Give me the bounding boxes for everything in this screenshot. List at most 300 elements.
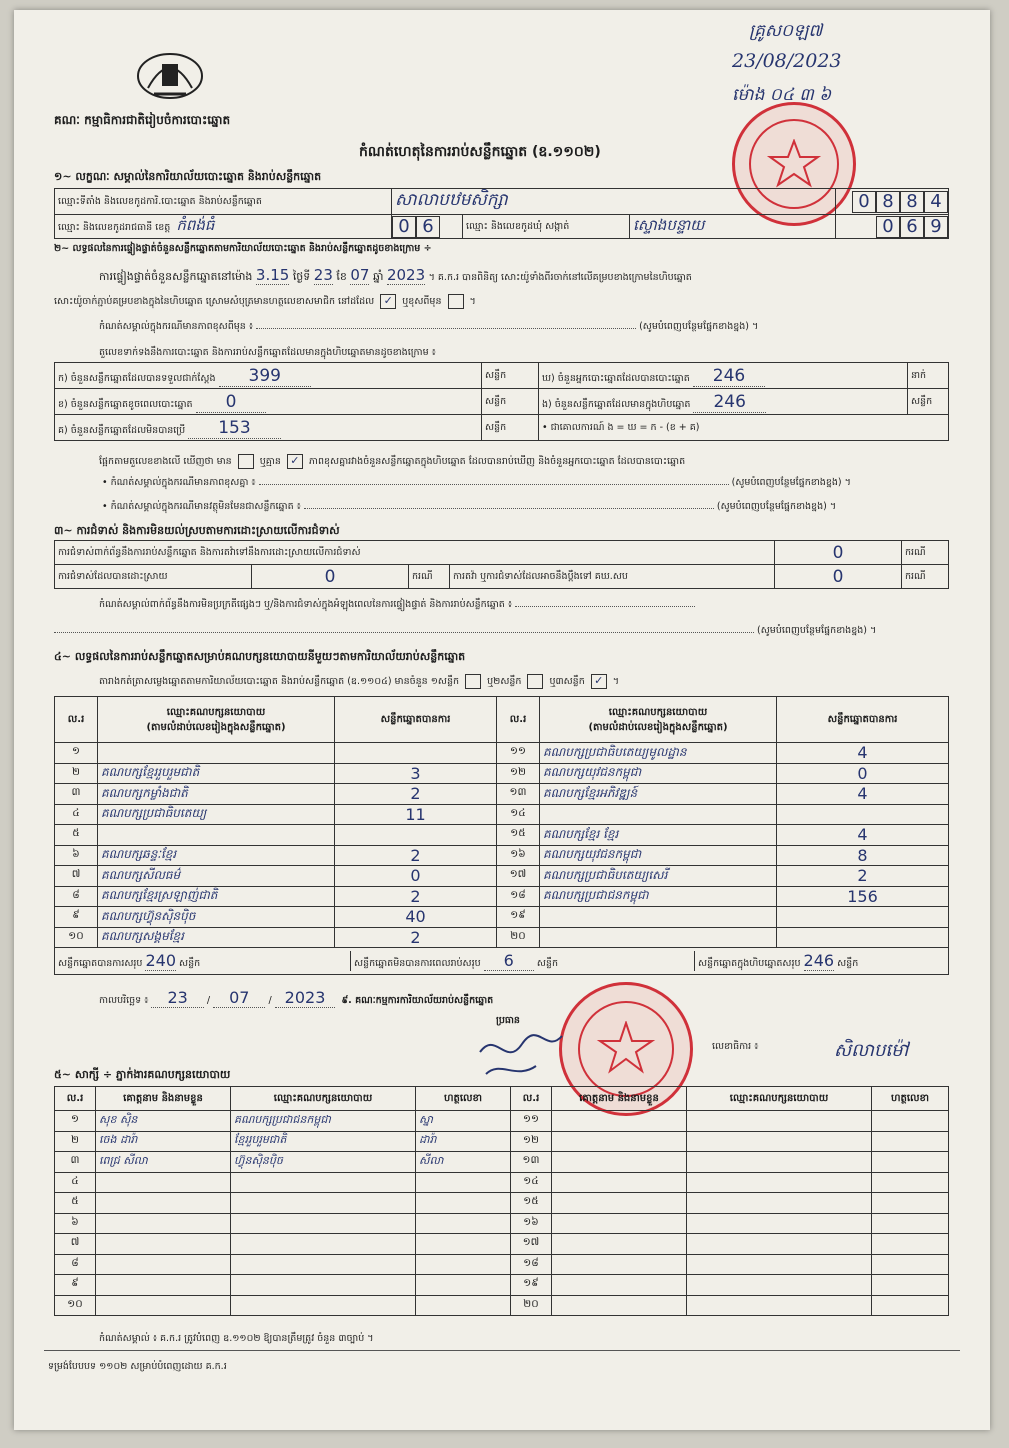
objections-value: 0 <box>775 541 902 565</box>
province-value: កំពង់ធំ <box>176 215 215 234</box>
result-votes <box>335 825 497 846</box>
result-row <box>55 763 949 784</box>
results-body <box>55 743 949 948</box>
station-code-digit: 8 <box>876 191 900 213</box>
agent-name <box>552 1254 687 1275</box>
agent-no: ៥ <box>55 1193 96 1214</box>
total-valid-label: សន្លឹកឆ្នោតបានការសរុប <box>58 958 143 969</box>
agent-no: ១៧ <box>511 1234 552 1255</box>
agent-signature <box>872 1213 949 1234</box>
irregularity-line-2 <box>54 624 954 638</box>
result-row <box>55 866 949 887</box>
col-votes: សន្លឹកឆ្នោតបានការ <box>335 697 497 743</box>
agent-name <box>552 1131 687 1152</box>
formula: • ជាគោលការណ៍ ង = ឃ = ក - (ខ + គ) <box>539 415 949 441</box>
agent-name: ពេជ្រ សីលា <box>96 1152 231 1173</box>
agent-signature <box>872 1295 949 1316</box>
signing-committee-label: ៩. គណៈកម្មការការិយាល័យរាប់សន្លឹកឆ្នោត <box>341 995 494 1006</box>
col-sign: ហត្ថលេខា <box>872 1087 949 1111</box>
agent-name <box>552 1172 687 1193</box>
col-no: ល.រ <box>497 697 540 743</box>
agent-row <box>55 1131 949 1152</box>
total-invalid-cell <box>351 951 695 971</box>
agent-no: ១៦ <box>511 1213 552 1234</box>
in-box-value: 246 <box>693 392 765 413</box>
result-votes: 2 <box>335 927 497 948</box>
result-votes <box>777 927 949 948</box>
date-line: កាលបរិច្ឆេទ ៖ 23 / 07 / 2023 ៩. គណៈកម្មការការិយាល័យរាប់សន្លឹកឆ្នោត <box>99 988 494 1007</box>
tally-sheet-line: តារាងកត់ត្រាសម្លេងឆ្នោតតាមការិយាល័យបោះឆ្នោត និងរាប់សន្លឹកឆ្នោត (ឧ.១១០៤) មានចំនួន ១សន្លឹក ឬ២សន្លឹក ឬ៣សន្លឹក ✓ ។ <box>99 674 620 687</box>
formula-text: ជាគោលការណ៍ ង = ឃ = ក - (ខ + គ) <box>550 421 700 433</box>
commune-label: ឈ្មោះ និងលេខកូដឃុំ សង្កាត់ <box>463 215 630 239</box>
col-party-title: ឈ្មោះគណបក្សនយោបាយ <box>166 706 266 718</box>
footer-text: ទម្រង់បែបបទ ១១០២ សម្រាប់បំពេញដោយ គ.ក.រ <box>48 1361 227 1372</box>
difference-note-label: កំណត់សម្គាល់ក្នុងករណីមានភាពខុសពីមុន ៖ <box>99 321 254 332</box>
result-votes: 4 <box>777 784 949 805</box>
result-no: ៤ <box>55 804 98 825</box>
result-party <box>540 907 777 928</box>
result-party: គណបក្សកម្លាំងជាតិ <box>98 784 335 805</box>
result-party: គណបក្សសង្គមខ្មែរ <box>98 927 335 948</box>
agent-signature: ដារ៉ា <box>416 1131 511 1152</box>
difference-bullet-label: • កំណត់សម្គាល់ក្នុងករណីមានភាពខុសគ្នា ៖ <box>102 477 256 488</box>
case-unit: ករណី <box>902 565 949 589</box>
foreign-object-bullet <box>102 500 952 514</box>
in-box-label: ង) ចំនួនសន្លឹកឆ្នោតដែលមានក្នុងហិបឆ្នោត <box>542 398 691 410</box>
agent-party: ហ៊្វុនស៊ិនប៉ិច <box>231 1152 416 1173</box>
resolved-label: ការជំទាស់ដែលបានដោះស្រាយ <box>55 565 252 589</box>
agent-party <box>687 1193 872 1214</box>
agent-no: ១១ <box>511 1111 552 1132</box>
result-party: គណបក្សប្រជាជនកម្ពុជា <box>540 886 777 907</box>
result-no: ១០ <box>55 927 98 948</box>
commune-code <box>836 215 949 239</box>
case-unit: ករណី <box>902 541 949 565</box>
voters-value: 246 <box>693 366 765 387</box>
tally-sheet-text: តារាងកត់ត្រាសម្លេងឆ្នោតតាមការិយាល័យបោះឆ្នោត និងរាប់សន្លឹកឆ្នោត (ឧ.១១០៤) មានចំនួន ១សន្លឹក <box>99 676 460 687</box>
station-code <box>836 189 949 215</box>
total-valid-value: 240 <box>145 951 177 970</box>
seal-changed-label: ឬខុសពីមុន <box>402 296 442 307</box>
commune-code-digit: 9 <box>924 216 948 238</box>
agent-signature <box>872 1172 949 1193</box>
agent-name <box>96 1275 231 1296</box>
foreign-object-label: • កំណត់សម្គាល់ក្នុងករណីមានវត្ថុមិនមែនជាសន្លឹកឆ្នោត ៖ <box>102 501 301 512</box>
receipt-time: ម៉ោង ០៤ ៣ ៦ <box>732 85 832 105</box>
difference-note-line <box>99 320 959 334</box>
result-no: ៨ <box>55 886 98 907</box>
agent-no: ៦ <box>55 1213 96 1234</box>
agent-name <box>552 1295 687 1316</box>
verify-day-label: ថ្ងៃទី <box>292 270 311 283</box>
verify-line-1-rest: ។ គ.ក.រ បានពិនិត្យ សោះយ៉ូទាំងពីរចាក់នៅលើគម្របខាងក្រោមនៃហិបឆ្នោត <box>428 272 692 283</box>
result-party <box>540 804 777 825</box>
result-no: ៩ <box>55 907 98 928</box>
voters-label: ឃ) ចំនួនអ្នកបោះឆ្នោតដែលបានបោះឆ្នោត <box>542 372 690 384</box>
result-party <box>98 825 335 846</box>
agents-table <box>54 1086 949 1316</box>
col-votes: សន្លឹកឆ្នោតបានការ <box>777 697 949 743</box>
agent-party <box>687 1275 872 1296</box>
result-row <box>55 825 949 846</box>
result-party <box>98 743 335 764</box>
discrepancy-text: ភាពខុសគ្នារវាងចំនួនសន្លឹកឆ្នោតក្នុងហិបឆ្នោត ដែលបានរាប់ឃើញ និងចំនួនអ្នកបោះឆ្នោត ដែលបានបោះឆ្នោត <box>308 456 686 467</box>
agent-no: ១៩ <box>511 1275 552 1296</box>
totals-row <box>55 948 949 975</box>
chair-signature <box>476 1024 566 1084</box>
result-votes: 2 <box>335 886 497 907</box>
agent-party <box>687 1234 872 1255</box>
result-party: គណបក្សយុវជនកម្ពុជា <box>540 845 777 866</box>
unused-value: 153 <box>188 418 280 439</box>
seal-same-checkbox[interactable]: ✓ <box>380 294 396 309</box>
agent-no: ១៣ <box>511 1152 552 1173</box>
result-row <box>55 886 949 907</box>
province-code-digit: 6 <box>416 216 440 238</box>
date-label: កាលបរិច្ឆេទ ៖ <box>99 995 149 1006</box>
agent-signature <box>872 1234 949 1255</box>
fill-back-note: (សូមបំពេញបន្ថែមផ្នែកខាងខ្នង) ។ <box>731 477 851 488</box>
agent-party <box>231 1295 416 1316</box>
result-party: គណបក្សយុវជនកម្ពុជា <box>540 763 777 784</box>
agent-name <box>96 1213 231 1234</box>
sheets-2-label: ឬ២សន្លឹក <box>487 676 522 687</box>
agent-no: ៧ <box>55 1234 96 1255</box>
result-row <box>55 845 949 866</box>
copies-note: កំណត់សម្គាល់ ៖ គ.ក.រ ត្រូវបំពេញ ឧ.១១០២ ឱ្យបានត្រឹមត្រូវ ចំនួន ៣ច្បាប់ ។ <box>99 1333 374 1344</box>
agent-name <box>552 1152 687 1173</box>
result-no: ៧ <box>55 866 98 887</box>
total-box-cell <box>695 951 948 971</box>
result-row <box>55 907 949 928</box>
agent-no: ៤ <box>55 1172 96 1193</box>
result-votes: 3 <box>335 763 497 784</box>
result-party: គណបក្សសីលធម៌ <box>98 866 335 887</box>
result-no: ១៧ <box>497 866 540 887</box>
verify-time-label: ការផ្ទៀងផ្ទាត់ចំនួនសន្លឹកឆ្នោតនៅម៉ោង <box>99 270 253 283</box>
station-name-value: សាលាបឋមសិក្សា <box>392 189 836 215</box>
agent-party <box>231 1254 416 1275</box>
case-unit: ករណី <box>409 565 450 589</box>
agent-name: ចេង ដារ៉ា <box>96 1131 231 1152</box>
col-name: គោត្តនាម និងនាមខ្លួន <box>96 1087 231 1111</box>
seal-text: សោះយ៉ូចាក់ភ្ជាប់គម្របខាងក្នុងនៃហិបឆ្នោត ស្រោមសំបុត្រមានហត្ថលេខាសមាជិក នៅដដែល <box>54 296 375 307</box>
result-no: ១៥ <box>497 825 540 846</box>
date-month: 07 <box>213 988 265 1008</box>
seal-changed-checkbox[interactable] <box>448 294 464 309</box>
result-no: ២០ <box>497 927 540 948</box>
result-votes <box>777 804 949 825</box>
result-party: គណបក្សហ៊្វុនស៊ិនប៉ិច <box>98 907 335 928</box>
figures-intro: តួលេខទាក់ទងនឹងការបោះឆ្នោត និងការរាប់សន្លឹកឆ្នោតដែលមានក្នុងហិបឆ្នោតមានដូចខាងក្រោម ៖ <box>99 347 436 358</box>
agent-signature <box>872 1111 949 1132</box>
verify-month-label: ខែ <box>336 270 347 283</box>
fill-back-note: (សូមបំពេញបន្ថែមផ្នែកខាងខ្នង) ។ <box>716 501 837 512</box>
agent-signature <box>872 1275 949 1296</box>
result-votes: 4 <box>777 825 949 846</box>
total-box-label: សន្លឹកឆ្នោតក្នុងហិបឆ្នោតសរុប <box>698 958 801 969</box>
agent-row <box>55 1111 949 1132</box>
agent-name <box>96 1254 231 1275</box>
unit-cell: សន្លឹក <box>482 389 539 415</box>
result-row <box>55 784 949 805</box>
agent-name <box>552 1213 687 1234</box>
agent-party <box>231 1234 416 1255</box>
agent-name <box>96 1295 231 1316</box>
verify-year: 2023 <box>386 266 426 284</box>
section5-heading: ៥~ សាក្សី ÷ ភ្នាក់ងារគណបក្សនយោបាយ <box>54 1068 231 1081</box>
commune-value: ស្ទោងបន្ទាយ <box>630 215 836 239</box>
verification-line-1 <box>99 266 959 286</box>
receipt-line-1: គ្រូស០ឡ៧ <box>749 21 823 41</box>
result-votes: 11 <box>335 804 497 825</box>
irregularity-note <box>99 598 959 612</box>
result-row <box>55 927 949 948</box>
result-no: ៥ <box>55 825 98 846</box>
date-year: 2023 <box>275 988 336 1008</box>
secretary-label: លេខាធិការ ៖ <box>712 1041 759 1052</box>
ballot-figures-table <box>54 362 949 441</box>
agent-party <box>687 1152 872 1173</box>
agent-no: ២០ <box>511 1295 552 1316</box>
agent-no: ៨ <box>55 1254 96 1275</box>
result-no: ២ <box>55 763 98 784</box>
agent-party <box>687 1131 872 1152</box>
agent-signature <box>416 1234 511 1255</box>
result-no: ១៣ <box>497 784 540 805</box>
difference-bullet <box>102 476 952 490</box>
nec-emblem-icon <box>134 44 206 104</box>
stamp-emblem-icon <box>594 1021 658 1075</box>
org-name: គណៈ កម្មាធិការជាតិរៀបចំការបោះឆ្នោត <box>54 113 231 127</box>
station-code-digit: 0 <box>852 191 876 213</box>
agent-signature <box>416 1213 511 1234</box>
unit-cell: សន្លឹក <box>482 415 539 441</box>
result-party: គណបក្សឆន្ទៈខ្មែរ <box>98 845 335 866</box>
result-no: ១៩ <box>497 907 540 928</box>
total-invalid-label: សន្លឹកឆ្នោតមិនបានការពេលរាប់សរុប <box>354 958 481 969</box>
station-table <box>54 188 949 239</box>
spoiled-row <box>55 389 482 415</box>
fill-back-note: (សូមបំពេញបន្ថែមផ្នែកខាងខ្នង) ។ <box>757 625 877 636</box>
agent-name <box>96 1172 231 1193</box>
unit-cell: សន្លឹក <box>536 958 558 969</box>
verify-time: 3.15 <box>255 266 290 284</box>
received-value: 399 <box>219 366 311 387</box>
station-code-digit: 8 <box>900 191 924 213</box>
appeal-label: ការតវ៉ា ឬការជំទាស់ដែលអាចនឹងប្តឹងទៅ គឃ.សប <box>450 565 775 589</box>
secretary-signature: សិលាបម៉ៅ <box>834 1040 909 1061</box>
agent-signature <box>416 1254 511 1275</box>
total-box-value: 246 <box>803 951 835 970</box>
result-votes <box>777 907 949 928</box>
result-votes: 4 <box>777 743 949 764</box>
agent-no: ២ <box>55 1131 96 1152</box>
section3-heading: ៣~ ការជំទាស់ និងការមិនយល់ស្របតាមការដោះស្រាយលើការជំទាស់ <box>54 524 340 537</box>
spoiled-value: 0 <box>196 392 267 413</box>
agent-row <box>55 1172 949 1193</box>
col-no: ល.រ <box>55 697 98 743</box>
result-party: គណបក្សប្រជាធិបតេយ្យសេរី <box>540 866 777 887</box>
province-label-text: ឈ្មោះ និងលេខកូដរាជធានី ខេត្ត <box>58 221 171 233</box>
commune-code-digit: 6 <box>900 216 924 238</box>
col-no: ល.រ <box>55 1087 96 1111</box>
sheets-1-checkbox[interactable] <box>465 674 481 689</box>
result-no: ៣ <box>55 784 98 805</box>
agent-row <box>55 1213 949 1234</box>
agent-name <box>552 1193 687 1214</box>
agent-party <box>687 1213 872 1234</box>
discrepancy-no-label: ឬគ្មាន <box>259 456 281 467</box>
section2-heading: ២~ លទ្ធផលនៃការផ្ទៀងផ្ទាត់ចំនួនសន្លឹកឆ្នោតតាមការិយាល័យបោះឆ្នោត និងរាប់សន្លឹកឆ្នោតដូចខាងក្រោម ÷ <box>54 243 432 254</box>
col-party: ឈ្មោះគណបក្សនយោបាយ <box>231 1087 416 1111</box>
result-row <box>55 743 949 764</box>
unused-row <box>55 415 482 441</box>
agent-signature <box>872 1152 949 1173</box>
sheets-2-checkbox[interactable] <box>527 674 543 689</box>
col-party-title: ឈ្មោះគណបក្សនយោបាយ <box>608 706 708 718</box>
objections-table <box>54 540 949 589</box>
agent-signature <box>416 1172 511 1193</box>
result-votes: 8 <box>777 845 949 866</box>
agent-party: គណបក្សប្រជាជនកម្ពុជា <box>231 1111 416 1132</box>
results-table <box>54 696 949 975</box>
form-title: កំណត់ហេតុនៃការរាប់សន្លឹកឆ្នោត (ឧ.១១០២) <box>359 144 601 160</box>
result-no: ១៤ <box>497 804 540 825</box>
station-code-digit: 4 <box>924 191 948 213</box>
section4-heading: ៤~ លទ្ធផលនៃការរាប់សន្លឹកឆ្នោតសម្រាប់គណបក្សនយោបាយនីមួយៗតាមការិយាល័យរាប់សន្លឹកឆ្នោត <box>54 650 466 663</box>
fill-back-note: (សូមបំពេញបន្ថែមផ្នែកខាងខ្នង) ។ <box>639 321 759 332</box>
agent-name <box>96 1193 231 1214</box>
result-no: ៦ <box>55 845 98 866</box>
appeal-value: 0 <box>775 565 902 589</box>
agent-no: ១៨ <box>511 1254 552 1275</box>
result-no: ១ <box>55 743 98 764</box>
agent-party: ខ្មែររួបរួមជាតិ <box>231 1131 416 1152</box>
chair-label: ប្រធាន <box>496 1015 520 1026</box>
agent-no: ៩ <box>55 1275 96 1296</box>
agent-signature <box>872 1254 949 1275</box>
result-party: គណបក្សប្រជាធិបតេយ្យ <box>98 804 335 825</box>
commune-code-digit: 0 <box>876 216 900 238</box>
province-code <box>392 215 463 239</box>
verify-year-label: ឆ្នាំ <box>372 270 384 283</box>
unused-label: គ) ចំនួនសន្លឹកឆ្នោតដែលមិនបានប្រើ <box>58 424 186 436</box>
col-name: គោត្តនាម និងនាមខ្លួន <box>552 1087 687 1111</box>
spoiled-label: ខ) ចំនួនសន្លឹកឆ្នោតខូចពេលបោះឆ្នោត <box>58 398 193 410</box>
sheets-3-label: ឬ៣សន្លឹក <box>549 676 585 687</box>
agents-body <box>55 1111 949 1316</box>
result-votes <box>335 743 497 764</box>
agent-party <box>687 1111 872 1132</box>
agent-no: ១៥ <box>511 1193 552 1214</box>
col-party: ឈ្មោះគណបក្សនយោបាយ <box>687 1087 872 1111</box>
col-party-sub: (តាមលំដាប់លេខរៀងក្នុងសន្លឹកឆ្នោត) <box>588 721 728 733</box>
verification-line-2: សោះយ៉ូចាក់ភ្ជាប់គម្របខាងក្នុងនៃហិបឆ្នោត ស្រោមសំបុត្រមានហត្ថលេខាសមាជិក នៅដដែល ✓ ឬខុសពីមុន ។ <box>54 294 476 307</box>
voters-row <box>539 363 908 389</box>
discrepancy-label: ផ្អែកតាមតួលេខខាងលើ ឃើញថា មាន <box>99 456 232 467</box>
irregularity-label: កំណត់សម្គាល់ពាក់ព័ន្ធនឹងការមិនប្រក្រតីផ្សេងៗ ឬ/និងការជំទាស់ក្នុងអំឡុងពេលនៃការផ្ទៀងផ្ទាត់ និងការរាប់សន្លឹកឆ្នោត ៖ <box>99 599 512 610</box>
total-valid-cell <box>55 951 351 971</box>
footer-divider <box>44 1350 960 1351</box>
agent-no: ១៤ <box>511 1172 552 1193</box>
agent-signature <box>416 1275 511 1296</box>
agent-row <box>55 1234 949 1255</box>
agent-no: ១០ <box>55 1295 96 1316</box>
agent-row <box>55 1295 949 1316</box>
section1-heading: ១~ លក្ខណៈ សម្គាល់នៃការិយាល័យបោះឆ្នោត និងរាប់សន្លឹកឆ្នោត <box>54 170 322 183</box>
agent-name: សុខ ស៊ិន <box>96 1111 231 1132</box>
agent-row <box>55 1193 949 1214</box>
agent-name <box>552 1234 687 1255</box>
result-party: គណបក្សខ្មែរអភិវឌ្ឍន៍ <box>540 784 777 805</box>
col-sign: ហត្ថលេខា <box>416 1087 511 1111</box>
verify-month: 07 <box>350 266 370 284</box>
agent-row <box>55 1275 949 1296</box>
result-no: ១៨ <box>497 886 540 907</box>
result-party: គណបក្សខ្មែរស្រឡាញ់ជាតិ <box>98 886 335 907</box>
agent-party <box>231 1275 416 1296</box>
result-no: ១១ <box>497 743 540 764</box>
agent-name <box>552 1275 687 1296</box>
agent-party <box>687 1295 872 1316</box>
result-party <box>540 927 777 948</box>
result-no: ១៦ <box>497 845 540 866</box>
received-row <box>55 363 482 389</box>
unit-cell: សន្លឹក <box>908 389 949 415</box>
result-votes: 0 <box>335 866 497 887</box>
agent-signature: សីលា <box>416 1152 511 1173</box>
unit-cell: សន្លឹក <box>482 363 539 389</box>
receipt-date: 23/08/2023 <box>732 50 842 72</box>
result-party: គណបក្សខ្មែរ ខ្មែរ <box>540 825 777 846</box>
agent-signature <box>416 1193 511 1214</box>
result-votes: 2 <box>335 784 497 805</box>
total-invalid-value: 6 <box>484 951 534 971</box>
station-name-label: ឈ្មោះទីតាំង និងលេខកូដការិ.បោះឆ្នោត និងរាប់សន្លឹកឆ្នោត <box>55 189 392 215</box>
resolved-value: 0 <box>252 565 409 589</box>
agent-party <box>687 1172 872 1193</box>
result-no: ១២ <box>497 763 540 784</box>
result-party: គណបក្សប្រជាធិបតេយ្យមូលដ្ឋាន <box>540 743 777 764</box>
stamp-emblem-icon <box>764 139 824 189</box>
agent-signature: ស្នា <box>416 1111 511 1132</box>
agent-name <box>552 1111 687 1132</box>
received-label: ក) ចំនួនសន្លឹកឆ្នោតដែលបានទទួលជាក់ស្តែង <box>58 372 216 384</box>
result-votes: 156 <box>777 886 949 907</box>
result-votes: 2 <box>335 845 497 866</box>
objections-label: ការជំទាស់ពាក់ព័ន្ធនឹងការរាប់សន្លឹកឆ្នោត និងការតវ៉ាទៅនឹងការដោះស្រាយលើការជំទាស់ <box>55 541 775 565</box>
sheets-3-checkbox[interactable]: ✓ <box>591 674 607 689</box>
result-votes: 2 <box>777 866 949 887</box>
agent-no: ៣ <box>55 1152 96 1173</box>
discrepancy-yes-checkbox[interactable] <box>238 454 254 469</box>
discrepancy-no-checkbox[interactable]: ✓ <box>287 454 303 469</box>
province-code-digit: 0 <box>392 216 416 238</box>
col-party <box>540 697 777 743</box>
agent-signature <box>872 1193 949 1214</box>
agent-party <box>231 1213 416 1234</box>
result-row <box>55 804 949 825</box>
result-party: គណបក្សខ្មែររួបរួមជាតិ <box>98 763 335 784</box>
col-party <box>98 697 335 743</box>
agent-party <box>687 1254 872 1275</box>
col-no: ល.រ <box>511 1087 552 1111</box>
agent-party <box>231 1172 416 1193</box>
agent-party <box>231 1193 416 1214</box>
col-party-sub: (តាមលំដាប់លេខរៀងក្នុងសន្លឹកឆ្នោត) <box>146 721 286 733</box>
agent-no: ១ <box>55 1111 96 1132</box>
